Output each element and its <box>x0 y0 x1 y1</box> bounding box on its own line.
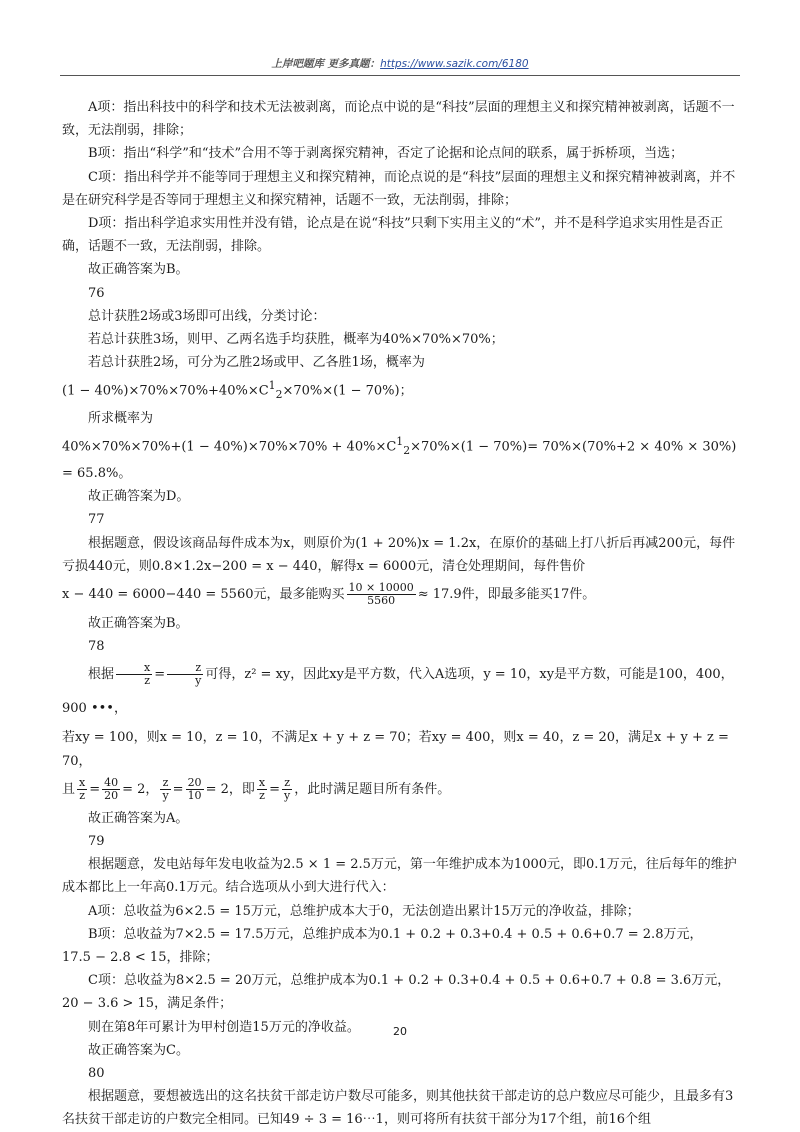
q76-line: 总计获胜2场或3场即可出线，分类讨论： <box>88 308 326 324</box>
formula-text: = <box>172 781 184 797</box>
question-number-78: 78 <box>88 639 105 655</box>
fraction-numerator: 40 <box>104 775 119 789</box>
option-c-analysis: C项：指出科学并不能等同于理想主义和探究精神，而论点说的是“科技”层面的理想主义和探究精神被剥离，并不是在研究科学是否等同于理想主义和探究精神，话题不一致，无法削弱，排除； <box>62 169 736 208</box>
q79-option-c-result: 20 − 3.6 > 15，满足条件； <box>62 996 233 1012</box>
fraction-numerator: z <box>167 662 203 675</box>
fraction-numerator: 10 × 10000 <box>348 580 414 594</box>
question-number-77: 77 <box>88 512 105 528</box>
answer-77: 故正确答案为B。 <box>88 615 189 631</box>
question-number-80: 80 <box>88 1065 105 1081</box>
fraction-denominator: y <box>162 788 169 802</box>
q79-conclusion: 则在第8年可累计为甲村创造15万元的净收益。 <box>88 1019 360 1035</box>
header-label: 上岸吧题库 更多真题： <box>271 58 381 70</box>
header-url-link[interactable]: https://www.sazik.com/6180 <box>380 58 529 70</box>
fraction <box>167 662 203 687</box>
formula-text: 可得，z² = xy，因此xy是平方数，代入A选项，y = 10，xy是平方数，可能是100，400，900 •••， <box>62 667 734 717</box>
q79-option-a: A项：总收益为6×2.5 = 15万元，总维护成本大于0，无法创造出累计15万元的净收益，排除； <box>88 903 640 919</box>
c-superscript: 1 <box>396 434 404 448</box>
fraction <box>257 777 267 802</box>
q80-line: 根据题意，要想被选出的这名扶贫干部走访户数尽可能多，则其他扶贫干部走访的总户数应尽可能少，且最多有3名扶贫干部走访的户数完全相同。已知49 ÷ 3 = 16⋯1，则可将所有扶贫干部分为17个组，前16个组 <box>62 1089 734 1128</box>
q78-line: 若xy = 100，则x = 10，z = 10，不满足x + y + z = 70；若xy = 400，则x = 40，z = 20，满足x + y + z = 70， <box>62 730 729 769</box>
formula-text: 且 <box>62 781 76 797</box>
formula-text: ×70%×(1 − 70%)； <box>282 383 413 399</box>
q78-line <box>62 773 740 807</box>
q79-option-b-result: 17.5 − 2.8 < 15，排除； <box>62 949 219 965</box>
q76-line: 若总计获胜3场，则甲、乙两名选手均获胜，概率为40%×70%×70%； <box>88 332 504 348</box>
header-divider <box>60 75 740 76</box>
option-d-analysis: D项：指出科学追求实用性并没有错，论点是在说“科技”只剩下实用主义的“术”，并不是科学追求实用性是否正确，话题不一致，无法削弱，排除。 <box>62 216 724 255</box>
formula-text: ，此时满足题目所有条件。 <box>294 781 451 797</box>
q78-line <box>62 658 740 726</box>
formula-text: = 2，即 <box>205 781 255 797</box>
page-number: 20 <box>393 1025 407 1038</box>
fraction-numerator: z <box>160 777 170 790</box>
q77-formula <box>62 578 740 612</box>
fraction-denominator: 10 <box>187 788 202 802</box>
q76-result: = 65.8%。 <box>62 465 132 481</box>
fraction-numerator: x <box>116 662 152 675</box>
document-body <box>62 96 740 1132</box>
fraction-denominator: 5560 <box>367 593 396 607</box>
q79-option-b: B项：总收益为7×2.5 = 17.5万元，总维护成本为0.1 + 0.2 + 0.3+0.4 + 0.5 + 0.6+0.7 = 2.8万元， <box>88 926 703 942</box>
fraction-denominator: 20 <box>104 788 119 802</box>
fraction-denominator: z <box>259 788 265 802</box>
fraction-denominator: y <box>283 788 291 802</box>
answer-76: 故正确答案为D。 <box>88 489 190 505</box>
formula-text: = <box>154 667 166 683</box>
fraction <box>186 777 204 802</box>
formula-text: = <box>269 781 280 797</box>
c-superscript: 1 <box>268 379 276 393</box>
formula-text: = <box>89 781 101 797</box>
option-a-analysis: A项：指出科技中的科学和技术无法被剥离，而论点中说的是“科技”层面的理想主义和探究精神被剥离，话题不一致，无法削弱，排除； <box>62 100 735 139</box>
fraction-denominator: z <box>144 674 151 688</box>
fraction-numerator: x <box>258 775 266 789</box>
q79-line: 根据题意，发电站每年发电收益为2.5 × 1 = 2.5万元，第一年维护成本为1000元，即0.1万元，往后每年的维护成本都比上一年高0.1万元。结合选项从小到大进行代入： <box>62 857 737 896</box>
question-number-79: 79 <box>88 833 105 849</box>
q76-line: 若总计获胜2场，可分为乙胜2场或甲、乙各胜1场，概率为 <box>88 355 425 371</box>
q77-line: 根据题意，假设该商品每件成本为x，则原价为(1 + 20%)x = 1.2x，在原价的基础上打八折后再减200元，每件亏损440元，则0.8×1.2x−200 = x − 440，解得x = 6000元，清仓处理期间，每件售价 <box>62 535 736 574</box>
q76-line: 所求概率为 <box>88 410 154 426</box>
q76-formula <box>62 430 740 462</box>
fraction <box>282 777 292 802</box>
q79-option-c: C项：总收益为8×2.5 = 20万元，总维护成本为0.1 + 0.2 + 0.3+0.4 + 0.5 + 0.6+0.7 + 0.8 = 3.6万元， <box>88 973 731 989</box>
option-b-analysis: B项：指出“科学”和“技术”合用不等于剥离探究精神，否定了论据和论点间的联系，属于拆桥项，当选； <box>88 146 684 162</box>
fraction <box>77 777 87 802</box>
fraction-denominator: y <box>195 674 202 688</box>
fraction <box>160 777 170 802</box>
answer-79: 故正确答案为C。 <box>88 1042 189 1058</box>
fraction-denominator: z <box>79 788 86 802</box>
fraction-numerator: z <box>282 777 292 790</box>
answer-78: 故正确答案为A。 <box>88 810 189 826</box>
fraction <box>116 662 152 687</box>
formula-text: 40%×70%×70%+(1 − 40%)×70%×70% + 40%×C <box>62 439 397 455</box>
fraction-numerator: x <box>79 775 86 789</box>
answer-75: 故正确答案为B。 <box>88 262 189 278</box>
formula-text: x − 440 = 6000−440 = 5560元，最多能购买 <box>62 586 345 602</box>
page-header <box>60 56 740 71</box>
q76-formula <box>62 374 740 406</box>
formula-text: = 2， <box>122 781 159 797</box>
fraction-numerator: 20 <box>187 775 202 789</box>
formula-text: ≈ 17.9件，即最多能买17件。 <box>417 586 596 602</box>
formula-text: (1 − 40%)×70%×70%+40%×C <box>62 383 269 399</box>
c-subscript: 2 <box>403 443 411 457</box>
formula-text: 根据 <box>88 667 115 683</box>
question-number-76: 76 <box>88 285 105 301</box>
c-subscript: 2 <box>275 388 283 402</box>
fraction <box>347 582 416 607</box>
fraction <box>102 777 120 802</box>
formula-text: ×70%×(1 − 70%)= 70%×(70%+2 × 40% × 30%) <box>410 439 737 455</box>
